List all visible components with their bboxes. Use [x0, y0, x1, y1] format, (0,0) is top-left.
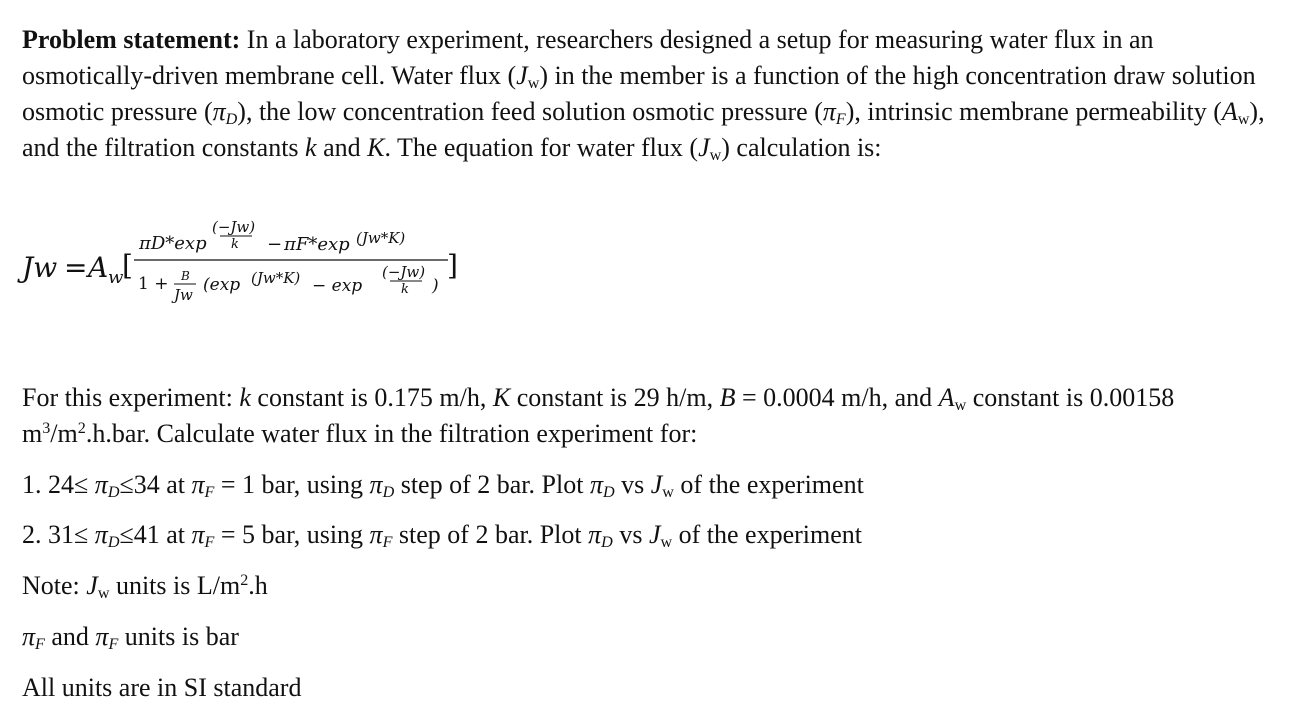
eq-close-bracket: ]	[447, 249, 458, 282]
eq-den-exp4: (−Jw)	[382, 263, 426, 281]
eq-den-exp4-k: k	[401, 282, 409, 297]
list-item-2	[22, 519, 862, 551]
symbol-J: J	[86, 571, 98, 600]
eq-num-piF: πF*exp	[284, 234, 350, 255]
problem-text: ), the low concentration feed solution osmotic pressure (	[237, 97, 823, 126]
experiment-text: constant is 29 h/m,	[510, 383, 720, 412]
subscript: w	[1237, 111, 1250, 129]
symbol-pi: π	[589, 470, 603, 499]
subscript: F	[35, 636, 45, 654]
symbol-pi: π	[94, 520, 108, 549]
problem-text: . The equation for water flux (	[384, 133, 699, 162]
subscript: w	[527, 75, 540, 93]
equation-graphic	[22, 205, 542, 325]
note-si	[22, 672, 301, 704]
symbol-A: A	[938, 383, 955, 412]
item-text: of the experiment	[673, 470, 864, 499]
subscript: D	[602, 484, 615, 502]
eq-num-exp1-k: k	[231, 237, 239, 252]
experiment-paragraph	[22, 380, 1284, 452]
eq-equals: =	[64, 251, 88, 284]
problem-text: In a laboratory experiment, researchers designed a setup for measuring water flux in an osmotically-driven membrane cell. Water flux (	[22, 25, 1154, 90]
superscript: 3	[42, 420, 51, 438]
problem-text: ) in the member is a function of the high concentration draw solution osmotic pressure (	[22, 61, 1256, 126]
note-label: Note:	[22, 571, 87, 600]
note-text: and	[44, 622, 96, 651]
item-text: 31≤	[41, 520, 95, 549]
eq-A: A	[88, 251, 109, 284]
note-text: .h	[248, 571, 268, 600]
list-item-1	[22, 469, 864, 501]
symbol-pi: π	[588, 520, 602, 549]
eq-den-one: 1 +	[138, 274, 169, 294]
subscript: w	[709, 147, 722, 165]
subscript: D	[107, 534, 120, 552]
problem-text: ), and the filtration constants	[22, 97, 1265, 162]
problem-statement	[22, 22, 1284, 166]
subscript: F	[382, 534, 393, 552]
eq-num-piD: πD*exp	[139, 233, 207, 254]
subscript: w	[662, 484, 674, 502]
symbol-pi: π	[191, 470, 205, 499]
item-text: step of 2 bar. Plot	[394, 470, 590, 499]
subscript: w	[954, 397, 967, 415]
subscript: D	[601, 534, 613, 552]
item-text: ≤41 at	[119, 520, 192, 549]
eq-open-bracket: [	[122, 249, 133, 282]
symbol-pi: π	[212, 97, 226, 126]
note-text: units is bar	[118, 622, 239, 651]
eq-den-B: B	[181, 269, 190, 283]
problem-text: ) calculation is:	[721, 133, 882, 162]
experiment-text: .h.bar. Calculate water flux in the filtration experiment for:	[85, 419, 698, 448]
note-text: All units are in SI standard	[22, 673, 302, 702]
item-text: of the experiment	[672, 520, 862, 549]
symbol-pi: π	[94, 470, 108, 499]
water-flux-equation	[22, 205, 542, 325]
subscript: F	[108, 636, 119, 654]
problem-text: and	[316, 133, 368, 162]
symbol-B: B	[719, 383, 736, 412]
item-text: = 1 bar, using	[214, 470, 370, 499]
symbol-pi: π	[369, 520, 383, 549]
item-number: 1.	[22, 470, 42, 499]
eq-den-minus-exp: − exp	[312, 276, 363, 296]
symbol-K: K	[367, 133, 385, 162]
item-text: = 5 bar, using	[214, 520, 370, 549]
subscript: D	[107, 484, 120, 502]
item-number: 2.	[22, 520, 42, 549]
symbol-J: J	[516, 61, 528, 90]
symbol-K: K	[492, 383, 511, 412]
note-units-jw	[22, 570, 268, 602]
symbol-pi: π	[22, 622, 36, 651]
subscript: F	[835, 111, 846, 129]
experiment-text: constant is 0.00158 m	[22, 383, 1175, 448]
experiment-text: /m	[50, 419, 78, 448]
eq-den-Jw: Jw	[174, 286, 193, 304]
superscript: 2	[240, 572, 249, 590]
subscript: w	[660, 534, 673, 552]
subscript: D	[225, 111, 238, 129]
item-text: vs	[614, 470, 651, 499]
subscript: D	[382, 484, 395, 502]
note-text: units is L/m	[109, 571, 241, 600]
subscript: w	[97, 585, 110, 603]
experiment-text: For this experiment:	[22, 383, 240, 412]
eq-A-sub: w	[108, 267, 124, 288]
subscript: F	[204, 534, 215, 552]
eq-den-close: )	[432, 276, 439, 296]
experiment-text: = 0.0004 m/h, and	[735, 383, 939, 412]
symbol-J: J	[698, 133, 710, 162]
eq-num-minus: −	[267, 234, 283, 255]
superscript: 2	[77, 420, 86, 438]
subscript: F	[204, 484, 215, 502]
item-text: ≤34 at	[119, 470, 192, 499]
symbol-A: A	[1221, 97, 1238, 126]
note-units-pi	[22, 621, 239, 653]
symbol-J: J	[648, 520, 661, 549]
eq-den-exp3: (Jw*K)	[251, 269, 301, 287]
symbol-pi: π	[95, 622, 109, 651]
problem-text: ), intrinsic membrane permeability (	[845, 97, 1222, 126]
symbol-pi: π	[822, 97, 836, 126]
symbol-k: k	[305, 133, 317, 162]
symbol-pi: π	[191, 520, 205, 549]
eq-den-exp: (exp	[203, 275, 241, 295]
experiment-text: constant is 0.175 m/h,	[250, 383, 493, 412]
item-text: step of 2 bar. Plot	[392, 520, 589, 549]
symbol-pi: π	[369, 470, 383, 499]
item-text: 24≤	[41, 470, 95, 499]
eq-lhs-J: Jw	[22, 251, 58, 284]
symbol-k: k	[239, 383, 251, 412]
eq-num-exp2: (Jw*K)	[356, 229, 406, 247]
item-text: vs	[612, 520, 649, 549]
eq-num-exp1: (−Jw)	[212, 218, 256, 236]
problem-heading: Problem statement:	[22, 25, 241, 54]
symbol-J: J	[650, 470, 663, 499]
